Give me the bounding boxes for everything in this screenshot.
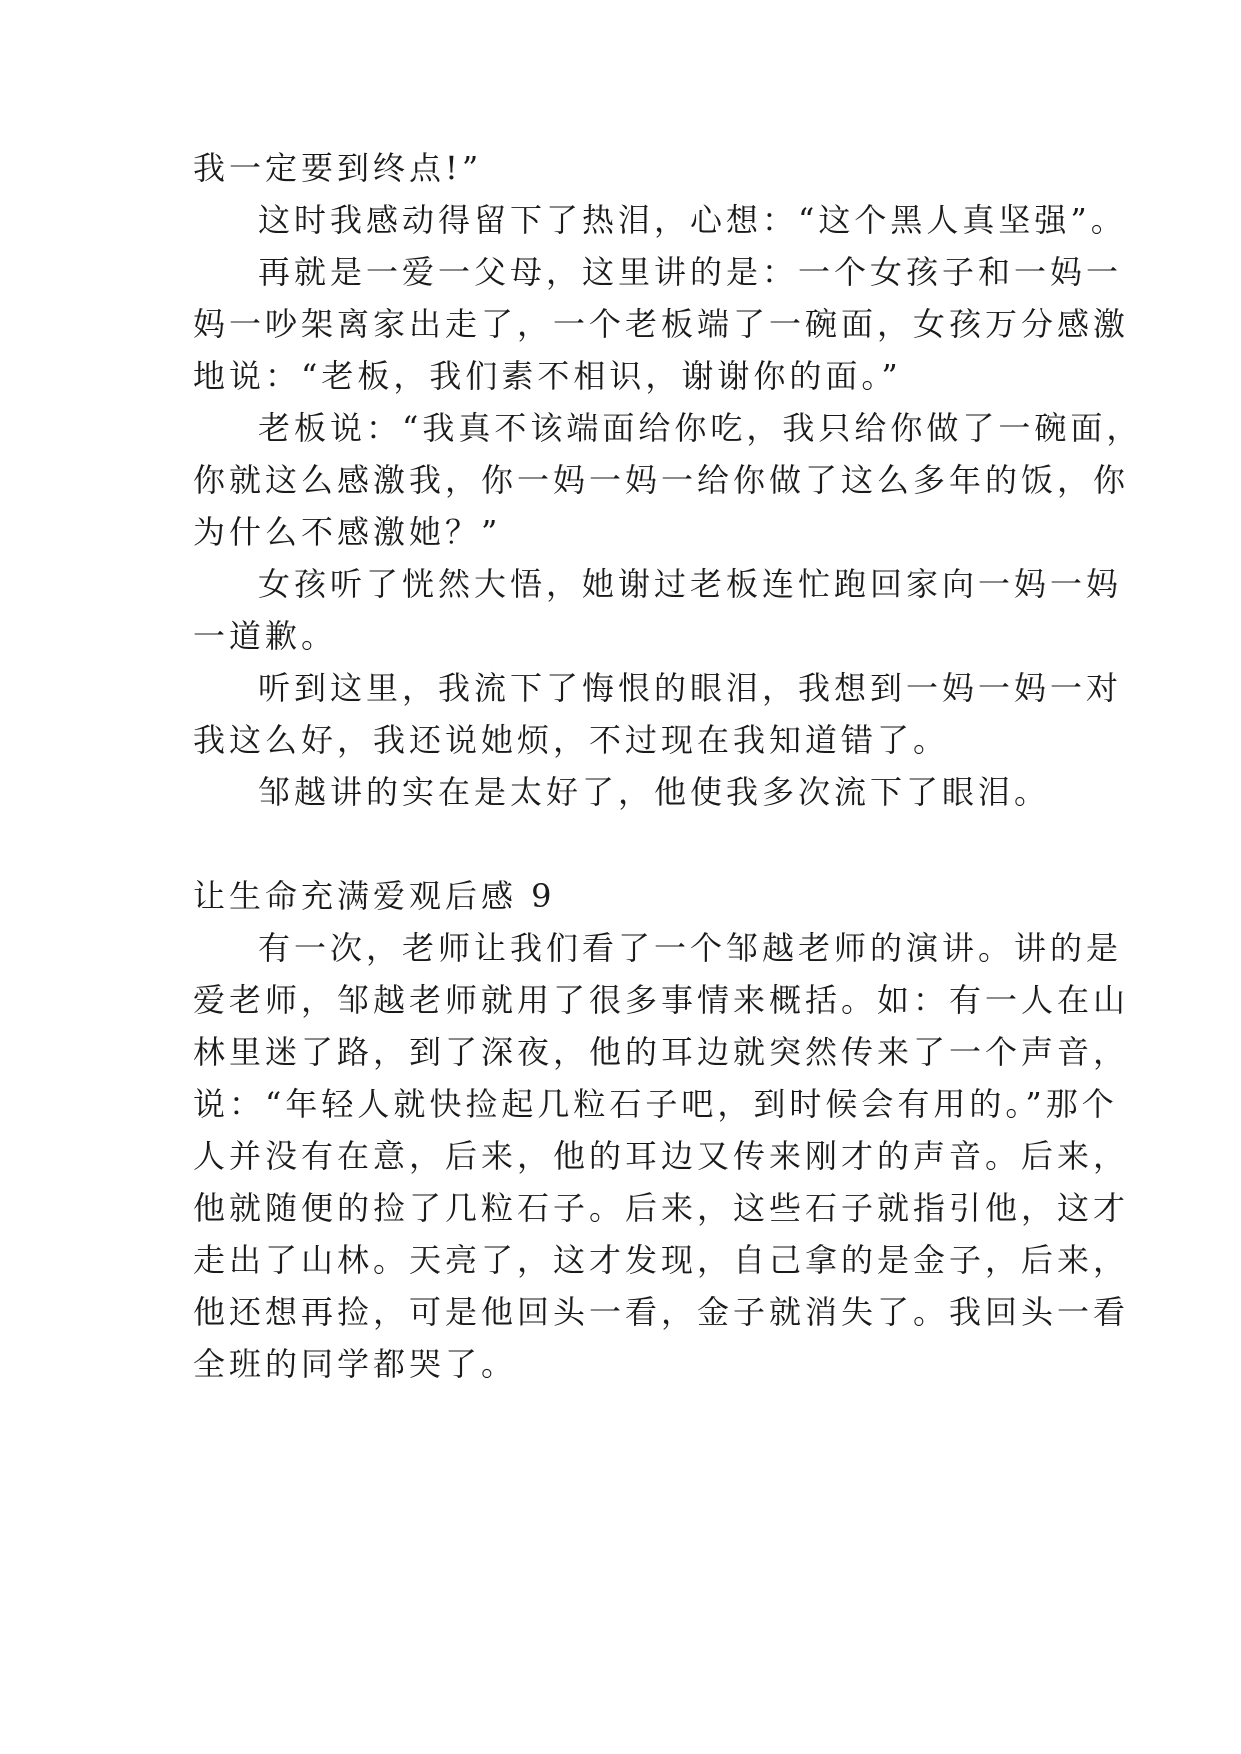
text-line: 听到这里，我流下了悔恨的眼泪，我想到一妈一妈一对	[258, 669, 1123, 707]
text-line: 女孩听了恍然大悟，她谢过老板连忙跑回家向一妈一妈	[258, 565, 1123, 603]
text-line: 我这么好，我还说她烦，不过现在我知道错了。	[193, 721, 950, 759]
text-line: 地说：“老板，我们素不相识，谢谢你的面。”	[193, 357, 902, 395]
text-line: 我一定要到终点!”	[193, 149, 483, 187]
text-line: 人并没有在意，后来，他的耳边又传来刚才的声音。后来，	[193, 1137, 1130, 1175]
text-line: 老板说：“我真不该端面给你吃，我只给你做了一碗面，	[258, 409, 1143, 447]
section-heading: 让生命充满爱观后感 9	[193, 877, 556, 915]
text-line: 妈一吵架离家出走了，一个老板端了一碗面，女孩万分感激	[193, 305, 1130, 343]
text-line: 他就随便的捡了几粒石子。后来，这些石子就指引他，这才	[193, 1189, 1130, 1227]
text-line: 你就这么感激我，你一妈一妈一给你做了这么多年的饭，你	[193, 461, 1130, 499]
text-line: 有一次，老师让我们看了一个邹越老师的演讲。讲的是	[258, 929, 1123, 967]
text-line: 一道歉。	[193, 617, 338, 655]
text-line: 邹越讲的实在是太好了，他使我多次流下了眼泪。	[258, 773, 1051, 811]
text-line: 再就是一爱一父母，这里讲的是：一个女孩子和一妈一	[258, 253, 1123, 291]
text-line: 说：“年轻人就快捡起几粒石子吧，到时候会有用的。”那个	[193, 1085, 1118, 1123]
text-line: 爱老师，邹越老师就用了很多事情来概括。如：有一人在山	[193, 981, 1130, 1019]
text-line: 为什么不感激她？”	[193, 513, 502, 551]
text-line: 这时我感动得留下了热泪，心想：“这个黑人真坚强”。	[258, 201, 1127, 239]
text-line: 他还想再捡，可是他回头一看，金子就消失了。我回头一看	[193, 1293, 1130, 1331]
text-line: 林里迷了路，到了深夜，他的耳边就突然传来了一个声音，	[193, 1033, 1130, 1071]
text-line: 走出了山林。天亮了，这才发现，自己拿的是金子，后来，	[193, 1241, 1130, 1279]
text-line: 全班的同学都哭了。	[193, 1345, 518, 1383]
